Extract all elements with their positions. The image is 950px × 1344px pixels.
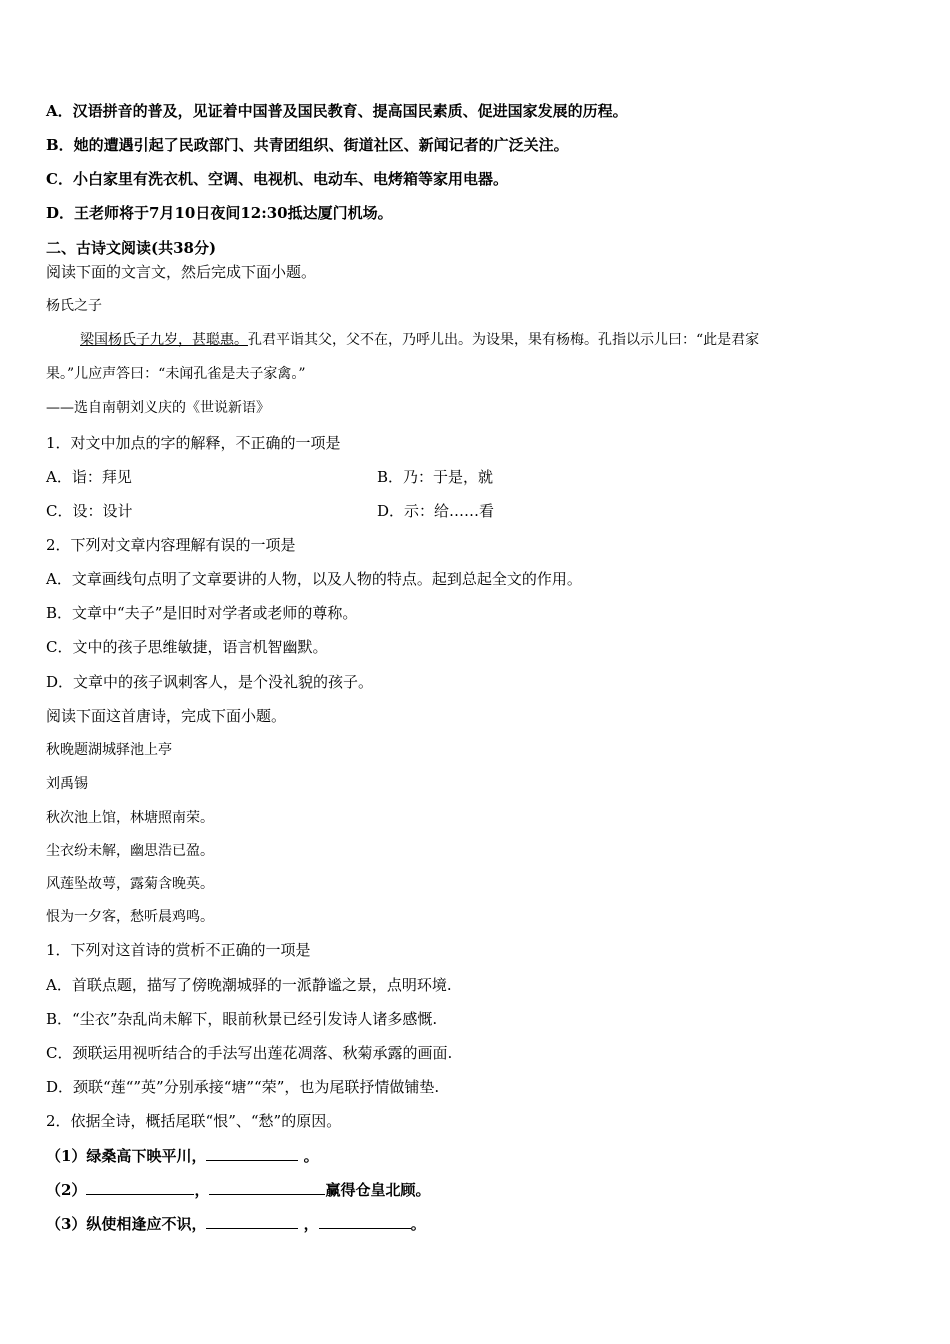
passage-text: 孔君平诣其父，父不在，乃呼儿出。为设果，果有杨梅。孔指以示儿曰：“此是君家	[248, 332, 760, 348]
answer-blank[interactable]	[209, 1180, 325, 1195]
passage-title: 杨氏之子	[46, 298, 102, 314]
fill-item-2	[46, 1180, 430, 1200]
poem-author: 刘禹锡	[46, 776, 88, 792]
poem-line: 尘衣纷未解，幽思浩已盈。	[46, 843, 214, 859]
answer-blank[interactable]	[206, 1214, 298, 1229]
fill-item-3-end: 。	[410, 1215, 426, 1233]
q1-option-c: C．设：设计	[46, 502, 133, 520]
answer-blank[interactable]	[319, 1214, 411, 1229]
fill-item-3-sep: ，	[298, 1215, 319, 1233]
pq1-option-d: D．颈联“莲“”英”分别承接“塘”“荣”，也为尾联抒情做铺垫.	[46, 1078, 440, 1096]
fill-item-1	[46, 1146, 319, 1166]
q1-option-a: A．诣：拜见	[46, 468, 132, 486]
underlined-sentence: 梁国杨氏子九岁，甚聪惠。	[80, 332, 248, 348]
answer-blank[interactable]	[206, 1146, 298, 1161]
poem-intro: 阅读下面这首唐诗，完成下面小题。	[46, 707, 287, 725]
fill-item-2-sep: ，	[194, 1181, 210, 1199]
fill-item-1-end: 。	[298, 1147, 319, 1165]
q1-stem: 1．对文中加点的字的解释，不正确的一项是	[46, 434, 341, 452]
option-b: B．她的遭遇引起了民政部门、共青团组织、街道社区、新闻记者的广泛关注。	[46, 136, 569, 154]
q2-option-c: C．文中的孩子思维敏捷，语言机智幽默。	[46, 638, 328, 656]
q1-option-b: B．乃：于是，就	[377, 468, 494, 486]
fill-item-2-text-end: 赢得仓皇北顾。	[325, 1181, 431, 1199]
q2-option-b: B．文章中“夫子”是旧时对学者或老师的尊称。	[46, 604, 358, 622]
pq1-option-b: B．“尘衣”杂乱尚未解下，眼前秋景已经引发诗人诸多感慨.	[46, 1010, 438, 1028]
poem-title: 秋晚题湖城驿池上亭	[46, 742, 172, 758]
fill-item-2-text: （2）	[46, 1181, 87, 1199]
option-a: A．汉语拼音的普及，见证着中国普及国民教育、提高国民素质、促进国家发展的历程。	[46, 102, 628, 120]
fill-item-3-text: （3）纵使相逢应不识，	[46, 1215, 207, 1233]
answer-blank[interactable]	[86, 1180, 194, 1195]
option-c: C．小白家里有洗衣机、空调、电视机、电动车、电烤箱等家用电器。	[46, 170, 508, 188]
section-heading: 二、古诗文阅读(共38分)	[46, 239, 217, 257]
fill-item-3	[46, 1214, 426, 1234]
section-intro: 阅读下面的文言文，然后完成下面小题。	[46, 263, 317, 281]
option-d: D．王老师将于7月10日夜间12:30抵达厦门机场。	[46, 204, 393, 222]
pq1-option-c: C．颈联运用视听结合的手法写出莲花凋落、秋菊承露的画面.	[46, 1044, 453, 1062]
pq1-option-a: A．首联点题，描写了傍晚潮城驿的一派静谧之景，点明环境.	[46, 976, 452, 994]
q2-option-a: A．文章画线句点明了文章要讲的人物，以及人物的特点。起到总起全文的作用。	[46, 570, 582, 588]
poem-line: 恨为一夕客，愁听晨鸡鸣。	[46, 909, 214, 925]
passage-line-2: 果。”儿应声答曰：“未闻孔雀是夫子家禽。”	[46, 366, 306, 382]
q1-option-d: D．示：给……看	[377, 502, 495, 520]
passage-line-1	[80, 330, 759, 350]
fill-item-1-text: （1）绿桑高下映平川，	[46, 1147, 207, 1165]
poem-line: 风莲坠故萼，露菊含晚英。	[46, 876, 214, 892]
q2-option-d: D．文章中的孩子讽刺客人，是个没礼貌的孩子。	[46, 673, 374, 691]
passage-source: ——选自南朝刘义庆的《世说新语》	[46, 400, 270, 416]
pq2-stem: 2．依据全诗，概括尾联“恨”、“愁”的原因。	[46, 1112, 342, 1130]
pq1-stem: 1．下列对这首诗的赏析不正确的一项是	[46, 941, 311, 959]
poem-line: 秋次池上馆，林塘照南荣。	[46, 810, 214, 826]
q2-stem: 2．下列对文章内容理解有误的一项是	[46, 536, 296, 554]
